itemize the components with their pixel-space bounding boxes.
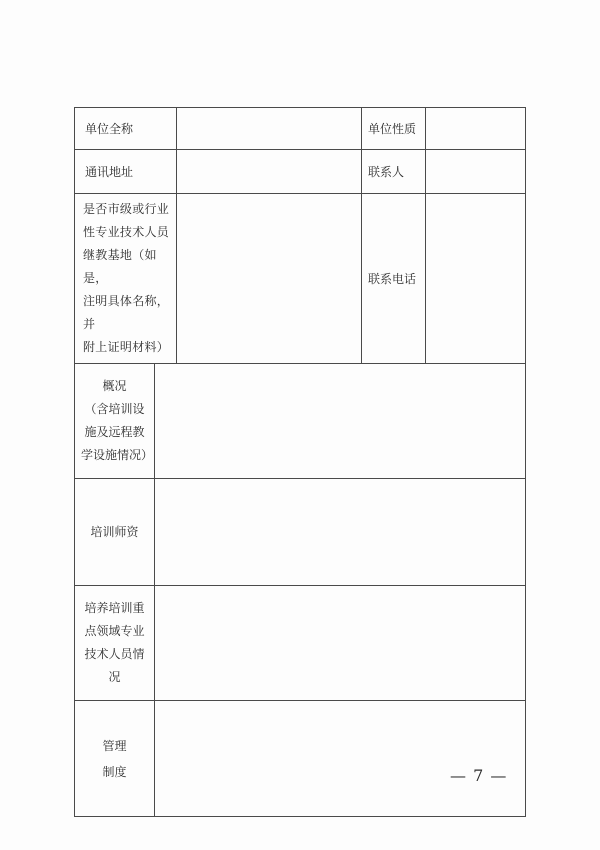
contact-phone-label: 联系电话 xyxy=(362,194,426,364)
page-number: — 7 — xyxy=(450,766,508,785)
table-row xyxy=(75,701,526,817)
registration-form-table xyxy=(74,107,526,817)
key-area-professionals-label xyxy=(75,586,155,701)
table-row xyxy=(75,194,526,364)
key-area-label-line: 培养培训重 xyxy=(84,601,145,615)
address-label: 通讯地址 xyxy=(75,150,177,194)
base-label-line: 注明具体名称，并 xyxy=(83,294,170,331)
management-system-label xyxy=(75,701,155,817)
contact-phone-field[interactable] xyxy=(426,194,526,364)
overview-label-line: 施及远程教 xyxy=(84,425,145,439)
table-row xyxy=(75,108,526,150)
key-area-label-line: 技术人员情 xyxy=(84,647,145,661)
overview-label-line: （含培训设 xyxy=(84,402,145,416)
management-system-field[interactable] xyxy=(155,701,526,817)
key-area-label-line: 况 xyxy=(108,670,121,684)
management-label-line: 管理 xyxy=(102,738,127,753)
overview-label xyxy=(75,364,155,479)
unit-nature-label: 单位性质 xyxy=(362,108,426,150)
unit-full-name-label: 单位全称 xyxy=(75,108,177,150)
contact-person-field[interactable] xyxy=(426,150,526,194)
table-row xyxy=(75,586,526,701)
base-label-line: 性专业技术人员 xyxy=(83,225,170,239)
contact-person-label: 联系人 xyxy=(362,150,426,194)
overview-label-line: 概况 xyxy=(102,379,127,393)
base-label-line: 继教基地（如是， xyxy=(83,248,157,285)
continuing-education-base-label xyxy=(75,194,177,364)
base-label-line: 附上证明材料） xyxy=(83,340,170,354)
overview-label-line: 学设施情况） xyxy=(81,448,154,462)
table-row xyxy=(75,150,526,194)
teachers-label: 培训师资 xyxy=(75,479,155,586)
teachers-field[interactable] xyxy=(155,479,526,586)
unit-full-name-field[interactable] xyxy=(177,108,362,150)
management-label-line: 制度 xyxy=(102,764,127,779)
overview-field[interactable] xyxy=(155,364,526,479)
unit-nature-field[interactable] xyxy=(426,108,526,150)
key-area-label-line: 点领域专业 xyxy=(84,624,145,638)
continuing-education-base-field[interactable] xyxy=(177,194,362,364)
base-label-line: 是否市级或行业 xyxy=(83,202,170,216)
table-row xyxy=(75,364,526,479)
address-field[interactable] xyxy=(177,150,362,194)
key-area-professionals-field[interactable] xyxy=(155,586,526,701)
table-row xyxy=(75,479,526,586)
